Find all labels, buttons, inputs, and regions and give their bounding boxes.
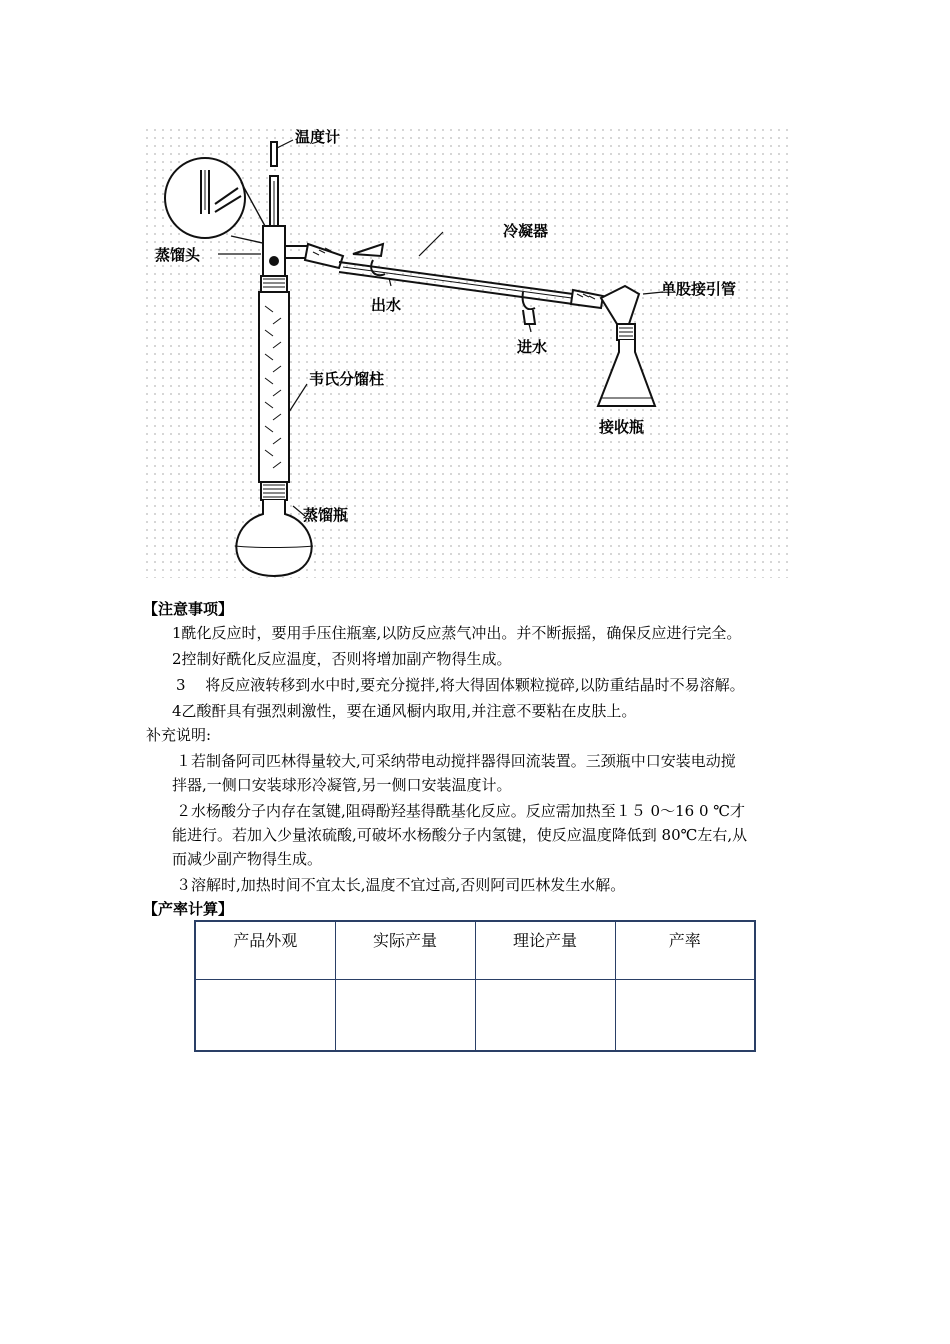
label-thermometer: 温度计 [295, 128, 341, 146]
supplement-item-3: ３溶解时,加热时间不宜太长,温度不宜过高,否则阿司匹林发生水解。 [176, 876, 626, 894]
header-yield-rate: 产率 [615, 921, 755, 979]
yield-table-header-row [195, 921, 755, 979]
label-distillation-head: 蒸馏头 [155, 246, 201, 264]
adapter-drawing [601, 286, 639, 324]
yield-title: 【产率计算】 [143, 900, 234, 918]
cell-actual-yield[interactable] [335, 979, 475, 1051]
label-adapter: 单股接引管 [661, 280, 737, 298]
label-water-in: 进水 [517, 338, 548, 356]
thermometer-bulb-top [271, 142, 277, 166]
supplement-item-1-line-1: １若制备阿司匹林得量较大,可采纳带电动搅拌器得回流装置。三颈瓶中口安装电动搅 [176, 752, 736, 770]
supplement-item-2-line-2: 能进行。若加入少量浓硫酸,可破坏水杨酸分子内氢键，使反应温度降低到 80℃左右,从 [172, 826, 748, 844]
header-appearance: 产品外观 [195, 921, 335, 979]
header-theoretical-yield: 理论产量 [475, 921, 615, 979]
vigreux-column-drawing [259, 292, 289, 482]
apparatus-drawing [143, 126, 791, 578]
receiving-flask-drawing [598, 340, 655, 406]
cell-yield-rate[interactable] [615, 979, 755, 1051]
supplement-item-2-line-1: ２水杨酸分子内存在氢键,阻碍酚羟基得酰基化反应。反应需加热至１５ 0～16 0 ℃才 [176, 802, 746, 820]
supplement-item-2-line-3: 而减少副产物得生成。 [172, 850, 323, 868]
cell-appearance[interactable] [195, 979, 335, 1051]
label-distillation-flask: 蒸馏瓶 [303, 506, 349, 524]
cell-theoretical-yield[interactable] [475, 979, 615, 1051]
note-item-2: 2控制好酰化反应温度，否则将增加副产物得生成。 [172, 650, 512, 668]
label-vigreux-column: 韦氏分馏柱 [309, 370, 385, 388]
yield-table-value-row [195, 979, 755, 1051]
note-item-3: 3 将反应液转移到水中时,要充分搅拌,将大得固体颗粒搅碎,以防重结晶时不易溶解。 [176, 676, 745, 694]
supplement-title: 补充说明: [146, 726, 212, 744]
label-condenser: 冷凝器 [503, 222, 549, 240]
distillation-head [263, 226, 285, 276]
yield-table [194, 920, 756, 1052]
label-receiving-flask: 接收瓶 [599, 418, 645, 436]
header-actual-yield: 实际产量 [335, 921, 475, 979]
supplement-item-1-line-2: 拌器,一侧口安装球形冷凝管,另一侧口安装温度计。 [172, 776, 512, 794]
distillation-apparatus-figure [143, 126, 791, 578]
label-water-out: 出水 [371, 296, 402, 314]
note-item-1: 1酰化反应时，要用手压住瓶塞,以防反应蒸气冲出。并不断振摇，确保反应进行完全。 [172, 624, 742, 642]
notes-title: 【注意事项】 [143, 600, 234, 618]
note-item-4: 4乙酸酐具有强烈刺激性，要在通风橱内取用,并注意不要粘在皮肤上。 [172, 702, 637, 720]
